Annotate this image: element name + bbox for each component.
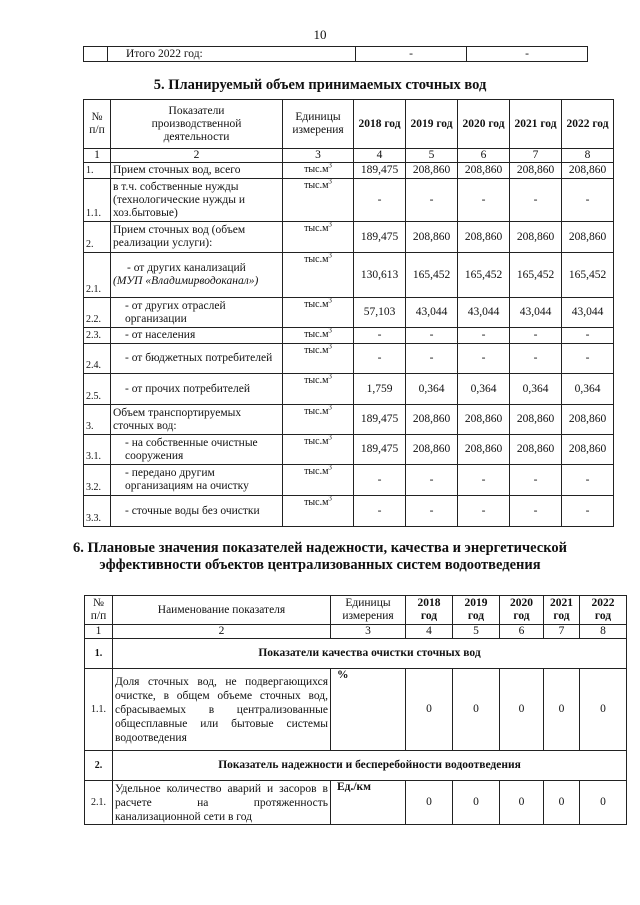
row-value: 0 (500, 669, 544, 751)
col-number: 5 (453, 625, 500, 639)
row-num: 1.1. (84, 179, 111, 222)
row-value: 189,475 (354, 435, 406, 465)
row-value: 0 (406, 781, 453, 825)
total-label: Итого 2022 год: (108, 47, 356, 62)
table-row (84, 163, 614, 179)
s6-header-year: 2019 год (453, 596, 500, 625)
group-num: 2. (85, 751, 113, 781)
row-name: - сточные воды без очистки (111, 496, 283, 527)
row-num: 1.1. (85, 669, 113, 751)
row-num: 2.3. (84, 328, 111, 344)
row-value: 165,452 (510, 253, 562, 298)
row-value: - (354, 179, 406, 222)
row-name: - от бюджетных потребителей (111, 344, 283, 374)
row-value: - (510, 328, 562, 344)
row-value: 0,364 (406, 374, 458, 405)
s5-header-name: Показатели производственной деятельности (111, 100, 283, 149)
col-number: 6 (500, 625, 544, 639)
table-row (84, 435, 614, 465)
s5-header-row (84, 100, 614, 149)
row-value: 0 (453, 669, 500, 751)
group-title: Показатели качества очистки сточных вод (113, 639, 627, 669)
table-row (84, 179, 614, 222)
row-value: - (562, 465, 614, 496)
row-unit: $тыс.м^3$ (283, 496, 354, 527)
section6-table (84, 595, 627, 825)
table-row (84, 298, 614, 328)
section5-table (83, 99, 614, 527)
row-value: 189,475 (354, 222, 406, 253)
row-value: - (458, 465, 510, 496)
s6-header-row (85, 596, 627, 625)
row-value: 208,860 (406, 435, 458, 465)
s5-header-num: № п/п (84, 100, 111, 149)
row-value: - (510, 344, 562, 374)
row-value: 208,860 (510, 405, 562, 435)
row-unit: $тыс.м^3$ (283, 298, 354, 328)
s5-header-year: 2022 год (562, 100, 614, 149)
row-value: 43,044 (510, 298, 562, 328)
row-num: 2. (84, 222, 111, 253)
row-name: Объем транспортируемых сточных вод: (111, 405, 283, 435)
row-value: 165,452 (458, 253, 510, 298)
row-value: - (562, 179, 614, 222)
s6-header-year: 2018 год (406, 596, 453, 625)
row-unit: $тыс.м^3$ (283, 179, 354, 222)
row-value: 165,452 (562, 253, 614, 298)
table-row (84, 496, 614, 527)
s6-header-year: 2020 год (500, 596, 544, 625)
row-value: 0 (580, 781, 627, 825)
row-unit: $тыс.м^3$ (283, 465, 354, 496)
row-name: Удельное количество аварий и засоров в расчете на протяженность канализационной сети в год (113, 781, 331, 825)
s5-header-unit: Единицы измерения (283, 100, 354, 149)
row-value: - (458, 179, 510, 222)
carryover-table (83, 46, 588, 62)
table-row (85, 669, 627, 751)
col-number: 7 (510, 149, 562, 163)
row-unit: $тыс.м^3$ (283, 405, 354, 435)
row-num: 2.1. (85, 781, 113, 825)
row-value: - (354, 465, 406, 496)
row-value: 130,613 (354, 253, 406, 298)
section6-title: 6. Плановые значения показателей надежности, качества и энергетической эффективности объектов централизованных систем водоотведения (73, 540, 567, 573)
row-value: 208,860 (406, 163, 458, 179)
row-value: 208,860 (510, 222, 562, 253)
page-number: 10 (313, 27, 327, 42)
row-num: 1. (84, 163, 111, 179)
row-value: 0 (544, 781, 580, 825)
row-value: - (562, 496, 614, 527)
row-value: 43,044 (562, 298, 614, 328)
row-value: - (354, 328, 406, 344)
row-value: - (406, 344, 458, 374)
row-value: - (406, 465, 458, 496)
row-value: - (406, 179, 458, 222)
table-row (84, 374, 614, 405)
row-unit: % (331, 669, 406, 751)
row-num: 3. (84, 405, 111, 435)
row-value: - (562, 344, 614, 374)
group-header (85, 639, 627, 669)
table-row (84, 328, 614, 344)
row-value: 189,475 (354, 405, 406, 435)
row-num: 2.5. (84, 374, 111, 405)
row-value: 208,860 (562, 435, 614, 465)
row-value: 0,364 (562, 374, 614, 405)
row-value: 208,860 (562, 405, 614, 435)
row-num: 3.2. (84, 465, 111, 496)
row-value: 43,044 (458, 298, 510, 328)
s5-header-year: 2019 год (406, 100, 458, 149)
row-value: 208,860 (510, 435, 562, 465)
row-value: 0 (500, 781, 544, 825)
row-unit: $тыс.м^3$ (283, 328, 354, 344)
row-value: 0 (406, 669, 453, 751)
col-number: 2 (113, 625, 331, 639)
row-value: - (510, 465, 562, 496)
row-value: 208,860 (458, 435, 510, 465)
row-unit: $тыс.м^3$ (283, 253, 354, 298)
row-name: - от других канализаций (МУП «Владимирводоканал») (111, 253, 283, 298)
row-name: Прием сточных вод, всего (111, 163, 283, 179)
row-value: - (562, 328, 614, 344)
s5-header-year: 2021 год (510, 100, 562, 149)
s5-header-year: 2020 год (458, 100, 510, 149)
section5-title: 5. Планируемый объем принимаемых сточных вод (153, 77, 487, 93)
table-row (84, 253, 614, 298)
row-value: 208,860 (406, 405, 458, 435)
row-value: 189,475 (354, 163, 406, 179)
col-number: 3 (283, 149, 354, 163)
row-value: 0 (580, 669, 627, 751)
row-value: 57,103 (354, 298, 406, 328)
s6-header-year: 2021 год (544, 596, 580, 625)
row-name: Прием сточных вод (объем реализации услуги): (111, 222, 283, 253)
col-number: 8 (562, 149, 614, 163)
s6-header-unit: Единицы измерения (331, 596, 406, 625)
row-value: 208,860 (562, 163, 614, 179)
row-num: 2.1. (84, 253, 111, 298)
col-number: 2 (111, 149, 283, 163)
total-value-1: - (356, 47, 467, 62)
row-value: - (458, 328, 510, 344)
col-number: 1 (84, 149, 111, 163)
col-number: 6 (458, 149, 510, 163)
row-value: 0,364 (510, 374, 562, 405)
row-value: 0 (453, 781, 500, 825)
row-value: 208,860 (458, 405, 510, 435)
table-row (84, 222, 614, 253)
row-unit: $тыс.м^3$ (283, 435, 354, 465)
row-num: 3.1. (84, 435, 111, 465)
group-title: Показатель надежности и бесперебойности водоотведения (113, 751, 627, 781)
row-unit: $тыс.м^3$ (283, 344, 354, 374)
row-value: 208,860 (406, 222, 458, 253)
row-value: 208,860 (458, 163, 510, 179)
row-value: 208,860 (458, 222, 510, 253)
row-value: - (406, 496, 458, 527)
s6-header-num: № п/п (85, 596, 113, 625)
row-value: 0,364 (458, 374, 510, 405)
col-number: 1 (85, 625, 113, 639)
group-header (85, 751, 627, 781)
row-value: 0 (544, 669, 580, 751)
row-num: 2.4. (84, 344, 111, 374)
s6-col-numbers (85, 625, 627, 639)
row-value: - (458, 496, 510, 527)
row-name: - от других отраслей организации (111, 298, 283, 328)
row-unit: $тыс.м^3$ (283, 374, 354, 405)
group-num: 1. (85, 639, 113, 669)
col-number: 8 (580, 625, 627, 639)
table-row (85, 781, 627, 825)
table-row (84, 465, 614, 496)
s6-header-name: Наименование показателя (113, 596, 331, 625)
row-unit: $тыс.м^3$ (283, 222, 354, 253)
col-number: 4 (406, 625, 453, 639)
row-value: - (354, 496, 406, 527)
row-value: - (510, 179, 562, 222)
table-row (84, 405, 614, 435)
row-value: 165,452 (406, 253, 458, 298)
s6-header-year: 2022 год (580, 596, 627, 625)
col-number: 7 (544, 625, 580, 639)
row-value: 208,860 (510, 163, 562, 179)
row-value: 43,044 (406, 298, 458, 328)
row-name: - от населения (111, 328, 283, 344)
row-value: - (354, 344, 406, 374)
s5-header-year: 2018 год (354, 100, 406, 149)
total-value-2: - (467, 47, 588, 62)
s5-col-numbers (84, 149, 614, 163)
row-name: Доля сточных вод, не подвергающихся очистке, в общем объеме сточных вод, сбрасываемых в централизованные общесплавные или бытовые системы водоотведения (113, 669, 331, 751)
row-unit: Ед./км (331, 781, 406, 825)
row-value: 1,759 (354, 374, 406, 405)
row-value: - (406, 328, 458, 344)
col-number: 5 (406, 149, 458, 163)
row-unit: $тыс.м^3$ (283, 163, 354, 179)
table-row (84, 344, 614, 374)
row-name: - от прочих потребителей (111, 374, 283, 405)
row-value: - (458, 344, 510, 374)
col-number: 3 (331, 625, 406, 639)
row-name: - передано другим организациям на очистку (111, 465, 283, 496)
row-value: - (510, 496, 562, 527)
col-number: 4 (354, 149, 406, 163)
row-name: - на собственные очистные сооружения (111, 435, 283, 465)
row-value: 208,860 (562, 222, 614, 253)
row-num: 3.3. (84, 496, 111, 527)
row-name: в т.ч. собственные нужды (технологические нужды и хоз.бытовые) (111, 179, 283, 222)
row-num: 2.2. (84, 298, 111, 328)
